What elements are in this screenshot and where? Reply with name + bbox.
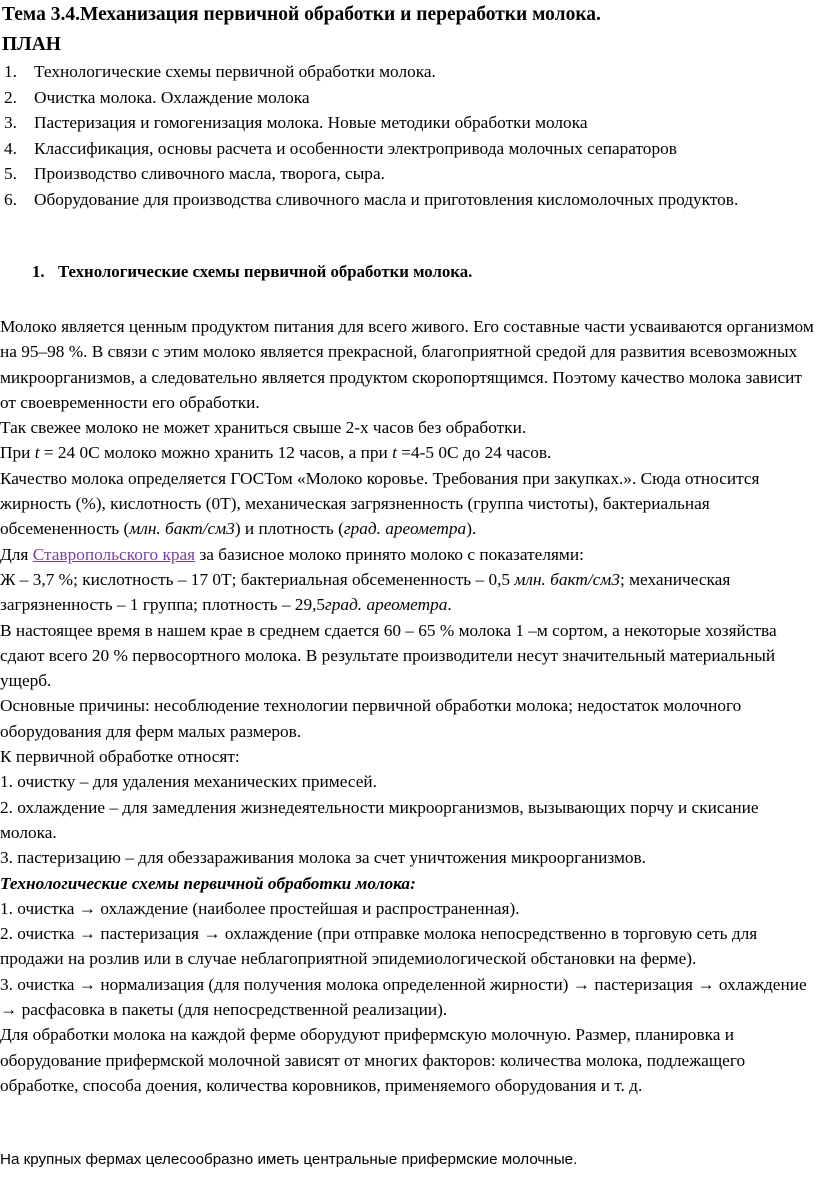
plan-item-number: 3. bbox=[4, 113, 17, 132]
schemes-heading-text: Технологические схемы первичной обработки молока: bbox=[0, 873, 416, 893]
italic-text: град. ареометра bbox=[343, 519, 467, 539]
text-run: . bbox=[447, 595, 452, 615]
plan-item-number: 4. bbox=[4, 138, 17, 158]
plan-item-text: Оборудование для производства сливочного масла и приготовления кисломолочных продуктов. bbox=[34, 189, 739, 209]
text-run: Для bbox=[0, 544, 33, 564]
plan-heading: ПЛАН bbox=[2, 34, 61, 55]
text-run: ) и плотность ( bbox=[234, 519, 344, 539]
text-run: Ж – 3,7 %; кислотность – 17 0Т; бактериальная обсемененность – 0,5 bbox=[0, 569, 515, 589]
region-link[interactable]: Ставропольского края bbox=[32, 544, 196, 564]
list-item: 2. очистка → пастеризация → охлаждение (при отправке молока непосредственно в торговую сеть для продажи на розлив или в случае неблагоприятной эпидемиологической обстановки на ферме). bbox=[0, 924, 758, 969]
paragraph: К первичной обработке относят: bbox=[0, 747, 240, 767]
paragraph: Основные причины: несоблюдение технологии первичной обработки молока; недостаток молочного оборудования для ферм малых размеров. bbox=[0, 696, 742, 741]
list-item: 2. охлаждение – для замедления жизнедеятельности микроорганизмов, вызывающих порчу и скисание молока. bbox=[0, 797, 759, 842]
list-item: 3. очистка → нормализация (для получения молока определенной жирности) → пастеризация → охлаждение → расфасовка в пакеты (для непосредственной реализации). bbox=[0, 974, 807, 1020]
schemes-heading bbox=[0, 871, 814, 896]
list-item: 3. пастеризацию – для обеззараживания молока за счет уничтожения микроорганизмов. bbox=[0, 848, 646, 868]
text-run: При bbox=[0, 443, 35, 463]
plan-item-number: 2. bbox=[4, 87, 17, 107]
italic-text: t bbox=[34, 443, 40, 463]
document-title: Тема 3.4.Механизация первичной обработки и переработки молока. bbox=[2, 4, 601, 25]
plan-item-text: Пастеризация и гомогенизация молока. Новые методики обработки молока bbox=[34, 113, 588, 132]
paragraph: В настоящее время в нашем крае в среднем сдается 60 – 65 % молока 1 –м сортом, а некоторые хозяйства сдают всего 20 % первосортного молока. В результате производители несут значительный материальный ущерб. bbox=[0, 620, 777, 691]
italic-text: млн. бакт/см3 bbox=[129, 519, 235, 539]
plan-item bbox=[0, 110, 800, 136]
paragraph bbox=[0, 542, 814, 567]
text-run: ; механическая загрязненность – 1 группа; плотность – 29,5 bbox=[0, 569, 731, 615]
plan-item-text: Классификация, основы расчета и особенности электропривода молочных сепараторов bbox=[34, 138, 677, 158]
paragraph bbox=[0, 466, 814, 542]
plan-item bbox=[0, 161, 800, 187]
text-run: = 24 0С молоко можно хранить 12 часов, а при bbox=[39, 443, 393, 463]
text-run: =4-5 0С до 24 часов. bbox=[396, 443, 552, 463]
plan-item-text: Очистка молока. Охлаждение молока bbox=[34, 87, 310, 107]
plan-item bbox=[0, 59, 800, 85]
plan-item-text: Производство сливочного масла, творога, сыра. bbox=[34, 164, 385, 183]
section-heading bbox=[32, 262, 472, 282]
document-body bbox=[0, 314, 814, 1098]
closing-line: На крупных фермах целесообразно иметь центральные прифермские молочные. bbox=[0, 1151, 578, 1168]
plan-item bbox=[0, 136, 800, 162]
list-item: 1. очистку – для удаления механических примесей. bbox=[0, 772, 377, 792]
paragraph: Так свежее молоко не может храниться свыше 2-х часов без обработки. bbox=[0, 418, 527, 438]
plan-item-number: 1. bbox=[4, 62, 17, 81]
italic-text: град. ареометра bbox=[325, 595, 448, 615]
paragraph: Молоко является ценным продуктом питания для всего живого. Его составные части усваиваются организмом на 95–98 %. В связи с этим молоко является прекрасной, благоприятной средой для развития всевозможных микроорганизмов, а следовательно является продуктом скоропортящимся. Поэтому качество молока зависит от своевременности его обработки. bbox=[0, 317, 814, 412]
plan-item-text: Технологические схемы первичной обработки молока. bbox=[34, 62, 436, 81]
list-item: 1. очистка → охлаждение (наиболее простейшая и распространенная). bbox=[0, 898, 520, 918]
text-run: ). bbox=[466, 519, 477, 539]
plan-list bbox=[0, 59, 800, 212]
paragraph: Для обработки молока на каждой ферме оборудуют прифермскую молочную. Размер, планировка и оборудование прифермской молочной зависят от многих факторов: количества молока, подлежащего обработке, способа доения, количества коровников, применяемого оборудования и т. д. bbox=[0, 1025, 746, 1095]
plan-item bbox=[0, 187, 800, 213]
plan-item-number: 6. bbox=[4, 189, 17, 209]
section-title: Технологические схемы первичной обработки молока. bbox=[58, 262, 473, 281]
paragraph bbox=[0, 567, 814, 618]
plan-item bbox=[0, 85, 800, 111]
plan-item-number: 5. bbox=[4, 164, 17, 183]
text-run: за базисное молоко принято молоко с показателями: bbox=[195, 544, 584, 564]
italic-text: млн. бакт/см3 bbox=[514, 569, 620, 589]
paragraph bbox=[0, 440, 814, 465]
section-number: 1. bbox=[32, 262, 45, 281]
text-run: Качество молока определяется ГОСТом «Молоко коровье. Требования при закупках.». Сюда относится жирность (%), кислотность (0Т), механическая загрязненность (группа чистоты), бактериальная обсемененность ( bbox=[0, 468, 760, 539]
italic-text: t bbox=[392, 443, 397, 463]
